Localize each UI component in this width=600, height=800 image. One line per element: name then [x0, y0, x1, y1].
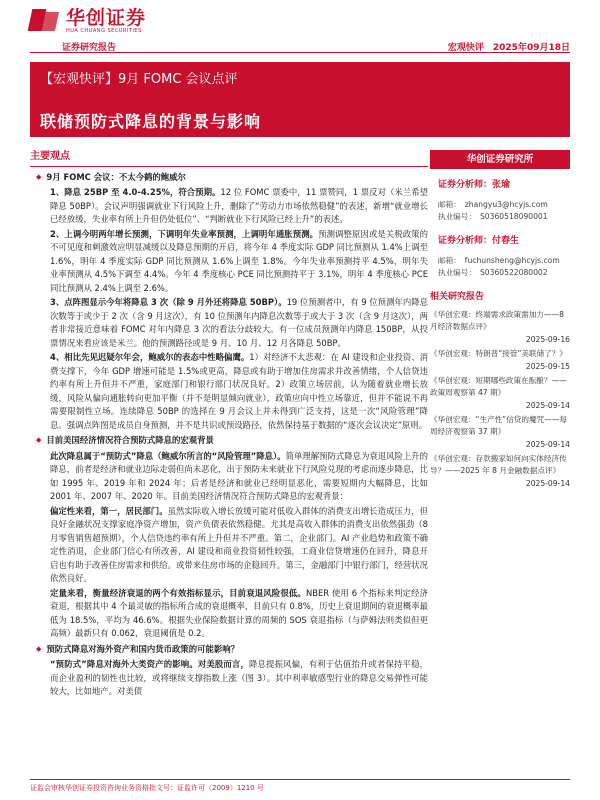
sidebar — [430, 150, 570, 778]
section-heading: 主要观点 — [30, 150, 428, 167]
paragraph — [50, 587, 428, 641]
report-type: 证券研究报告 — [62, 43, 117, 53]
paragraph-text: 12 位 FOMC 票委中，11 票赞同，1 票反对（米兰希望降息 50BP）。会议声明强调就业下行风险上升，删除了“劳动力市场依然稳健”的表述，新增“就业增长已经放缓，失业率有所上升但仍处低位”、“判断就业下行风险已经上升”的表述。 — [50, 187, 428, 224]
subsection-heading-text: 预防式降息对海外资产和国内货币政策的可能影响？ — [46, 643, 240, 654]
logo-name: 华创证券 — [66, 7, 147, 29]
paragraph-text: 简单理解预防式降息为衰退风险上升的降息，前者是经济和就业边际走弱但尚未恶化，出于预防未来就业下行风险兑现的考虑而逐步降息，比如 1995 年、2019 年和 2024 年；后者是经济和就业已经明显恶化，需要短期内大幅降息，比如 2001 年、2007 年、2020 年。目前美国经济情况符合预防式降息的宏观背景： — [50, 450, 428, 501]
paragraph-text: 预测调整原因或是关税政策的不可见度和刺激效应明显减缓以及降息预期的开启，将今年 4 季度实际 GDP 同比预测从 1.4%上调至 1.6%，明年 4 季度实际 GDP 同比预测从 1.6%上调至 1.8%。今年失业率预测持平 4.5%，明年失业率预测从 4.5%下调至 4.4%。今年 4 季度核心 PCE 同比预测持平于 3.1%，明年 4 季度核心 PCE 同比预测从 2.4%上调至 2.6%。 — [50, 228, 428, 293]
paragraph-lead: 此次降息属于“预防式”降息（鲍威尔所言的“风险管理”降息）。 — [50, 450, 286, 461]
diamond-bullet-icon: ◆ — [36, 172, 42, 181]
analyst-card — [438, 235, 570, 279]
paragraph — [50, 228, 428, 296]
analyst-email[interactable]: zhangyu3@hcyjs.com — [464, 200, 548, 209]
analyst-email[interactable]: fuchunsheng@hcyjs.com — [464, 256, 560, 265]
analyst-role: 证券分析师： — [438, 180, 493, 190]
paragraph-lead: 定量来看，衡量经济衰退的两个有效指标显示，目前衰退风险很低。 — [50, 587, 306, 598]
analyst-cert-number: S0360518090001 — [479, 212, 548, 221]
logo-mark-icon — [30, 9, 60, 33]
paragraph — [50, 450, 428, 504]
related-report-link[interactable]: 《华创宏观：短期哪些政策在酝酿？——政策周观察第 47 期》 — [430, 376, 567, 397]
paragraph — [50, 186, 428, 227]
footer-license: 证监会审核华创证券投资咨询业务资格批文号：证监许可（2009）1210 号 — [30, 784, 264, 792]
paragraph-lead: 1、降息 25BP 至 4.0-4.25%，符合预期。 — [50, 187, 221, 197]
related-report-date: 2025-09-15 — [525, 362, 570, 371]
analyst-role: 证券分析师： — [438, 236, 493, 246]
related-report-link[interactable]: 《华创宏观：“生产性”信贷的魔咒——每周经济观察第 37 期》 — [430, 415, 567, 436]
paragraph — [50, 658, 428, 699]
paragraph-text: 1）对经济不太悲观：在 AI 建设和企业投资、消费支撑下，今年 GDP 增速可能是 1.5%或更高，降息或有助于增加住房需求并改善情绪，个人信贷违约率有所上升但并不严重，家庭部门和银行部门状况良好。2）政策立场居前，认为随着就业增长放缓，风险从偏向通胀转向更加平衡（并不是明显倾向就业），政策应向中性立场靠近，但并不能说不再需要限制性立场。连续降息 50BP 的选择在 9 月会议上并未得到广泛支持，这是一次“风险管理”降息。强调点阵图是成员自身预测，并不是共识或预设路径，依然保持基于数据的“逐次会议决定”原则。 — [50, 352, 428, 430]
paragraph-lead: 2、上调今明两年增长预测，下调明年失业率预测，上调明年通胀预测。 — [50, 228, 319, 239]
subsection-heading-text: 目前美国经济情况符合预防式降息的宏观背景 — [46, 435, 214, 445]
email-label: 邮箱： — [438, 200, 461, 209]
analyst-email-row — [438, 199, 570, 211]
subsection-heading — [36, 171, 428, 185]
analyst-name-line — [438, 235, 570, 247]
paragraph-text: 降息提振风偏，有利于估值抬升或者保持平稳，而企业盈利的韧性也比较，或将继续支撑指数上涨（图 3）。其中利率敏感型行业的降息交易弹性可能较大，比如地产。对美债 — [50, 659, 428, 696]
footer-divider — [30, 779, 570, 780]
title-banner — [30, 62, 570, 137]
diamond-bullet-icon: ◆ — [36, 644, 42, 653]
cert-label: 执业编号： — [438, 268, 476, 277]
company-logo — [30, 8, 146, 34]
report-subtitle: 【宏观快评】9月 FOMC 会议点评 — [40, 72, 238, 87]
institution-banner: 华创证券研究所 — [430, 150, 570, 169]
report-date: 宏观快评 2025年09月18日 — [447, 43, 570, 53]
report-title: 联储预防式降息的背景与影响 — [40, 112, 262, 131]
paragraph — [50, 351, 428, 432]
related-report-date: 2025-09-14 — [525, 479, 570, 488]
paragraph-lead: 4、相比先见迟疑尔年会，鲍威尔的表态中性略偏鹰。 — [50, 352, 250, 362]
analyst-cert-row — [438, 211, 570, 223]
logo-en: HUA CHUANG SECURITIES — [66, 28, 142, 34]
related-report-date: 2025-09-14 — [525, 440, 570, 449]
subsection-heading-text: 9月 FOMC 会议：不太今鹤的鲍威尔 — [46, 171, 186, 182]
paragraph-lead: 偏定性来看，第一，居民部门。 — [50, 505, 168, 516]
analyst-cert-number: S0360522080002 — [479, 268, 548, 277]
paragraph-text: NBER 使用 6 个指标来判定经济衰退，根据其中 4 个最灵敏的指标所合成的衰退概率，目前只有 0.8%，历史上衰退期间的衰退概率最低为 18.5%，平均为 46.6%。根据失业保险数据计算的周频的 SOS 衰退指标（与萨姆法则类似但更高频）最新只有 0.062，衰退阈值是 0.2。 — [50, 587, 428, 638]
analyst-card — [438, 179, 570, 223]
analyst-cert-row — [438, 267, 570, 279]
related-report-date: 2025-09-16 — [525, 335, 570, 344]
related-report-link[interactable]: 《华创宏观：终端需求政策需加力——8 月经济数据点评》 — [430, 310, 564, 331]
main-content — [30, 150, 428, 778]
paragraph-lead: “预防式”降息对海外大类资产的影响。对美股而言， — [50, 659, 249, 669]
related-reports-heading: 相关研究报告 — [430, 292, 485, 302]
analyst-name-line — [438, 179, 570, 191]
analyst-email-row — [438, 255, 570, 267]
subsection-heading — [36, 643, 428, 657]
paragraph-text: 虽然实际收入增长放缓可能对低收入群体的消费支出增长造成压力，但良好金融状况支撑家庭净资产增加，资产负债表依然稳健。尤其是高收入群体的消费支出依然强劲（8 月零售销售超预期），个人信贷违约率有所上升但并不严重。第二，企业部门。AI 产业趋势和政策不确定性消退，企业部门信心有所改善，AI 建设和商业投资韧性较强，工商业信贷增速仍在回升，降息开启也有助于改善住房需求和供给。或带来住房市场的企稳回升。第三，金融部门中银行部门，经营状况依然良好。 — [50, 505, 428, 583]
analyst-name: 付春生 — [492, 236, 520, 246]
analyst-name: 张瑜 — [492, 180, 511, 190]
header-divider — [30, 52, 570, 53]
email-label: 邮箱： — [438, 256, 461, 265]
related-report-link[interactable]: 《华创宏观：特朗普“接管”美联储了？》 — [430, 349, 567, 358]
diamond-bullet-icon: ◆ — [36, 436, 42, 444]
cert-label: 执业编号： — [438, 212, 476, 221]
subsection-heading — [36, 434, 428, 448]
related-report-date: 2025-09-14 — [525, 401, 570, 410]
paragraph-lead: 3、点阵图显示今年将降息 3 次（除 9 月外还将降息 50BP）。 — [50, 297, 287, 307]
paragraph-text: 19 位预测者中，有 9 位预测年内降息次数等于或少于 2 次（含 9 月这次），有 10 位预测年内降息次数等于或大于 3 次（含 9 月这次），两者非常接近意味着 FOMC 对年内降息 3 次的看法分歧较大。有一位成员预测年内降息 150BP，从投票情况来看应该是米兰。他的预测路径或是 9 月、10 月、12 月各降息 50BP。 — [50, 297, 428, 348]
paragraph — [50, 296, 428, 350]
paragraph — [50, 505, 428, 586]
related-report-link[interactable]: 《华创宏观：存款搬家如何向实体经济传导？——2025 年 8 月金融数据点评》 — [430, 454, 567, 475]
